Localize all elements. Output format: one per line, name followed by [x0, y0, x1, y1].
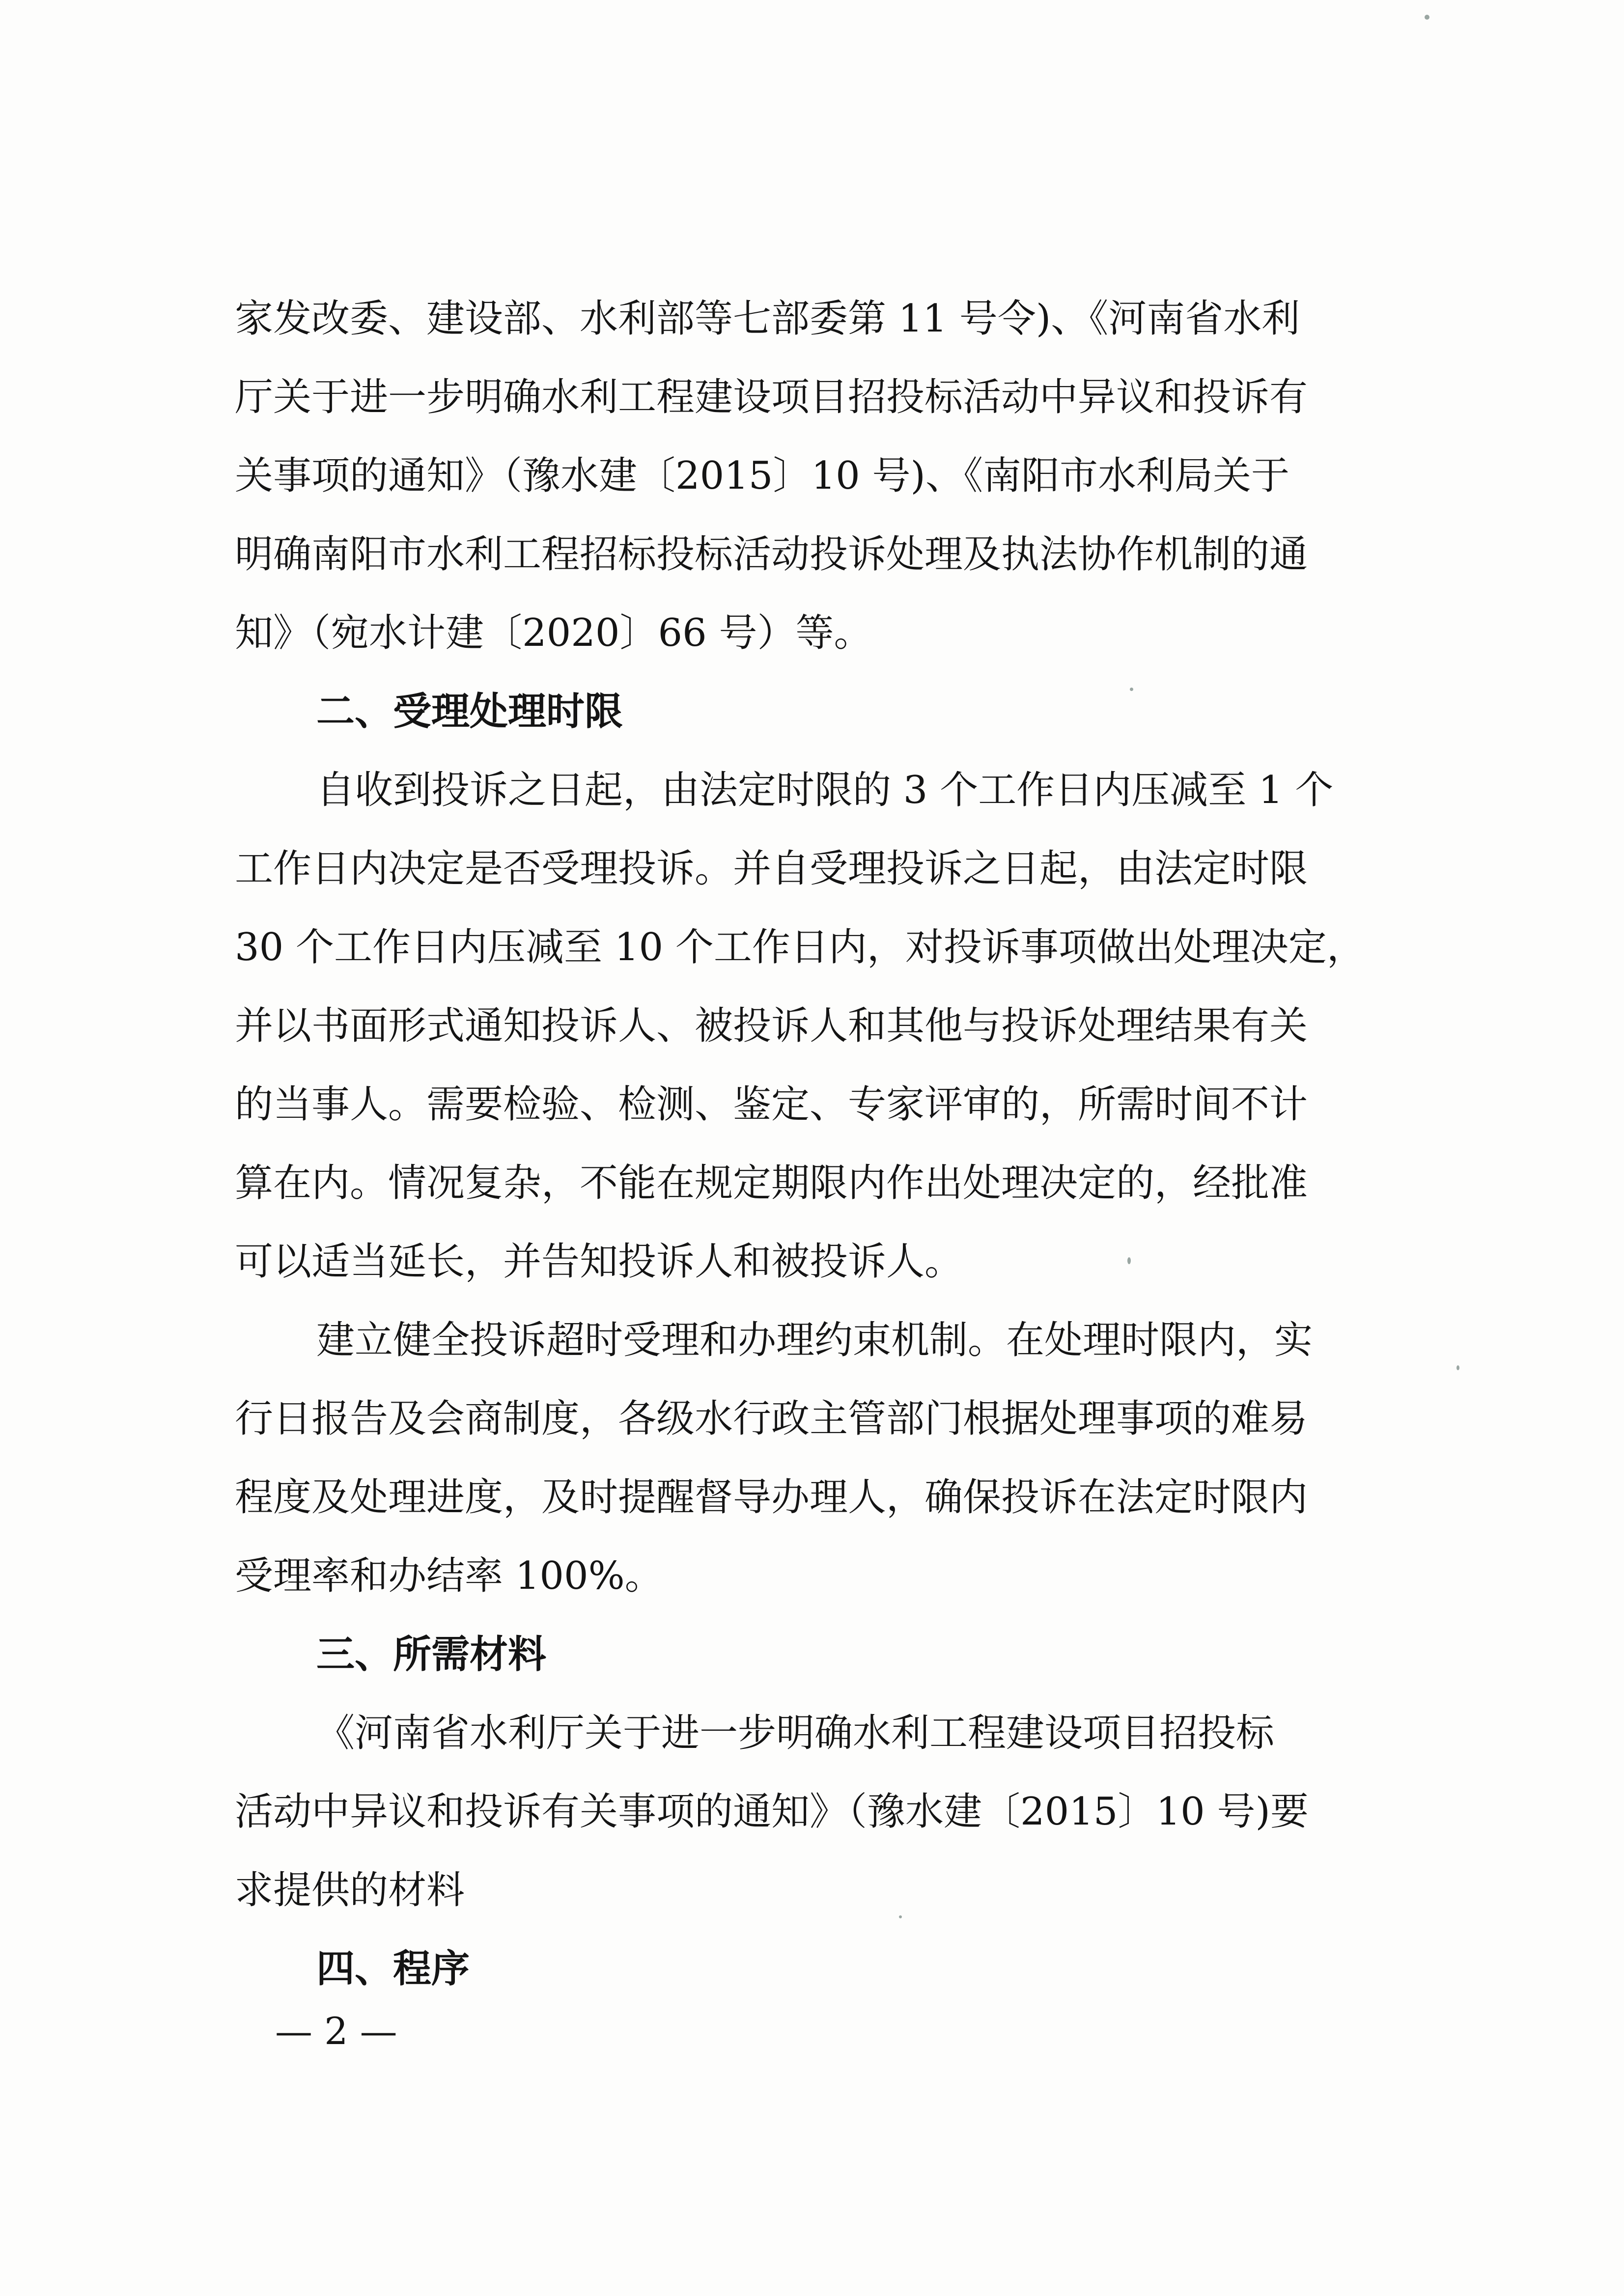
- section-heading: 二、受理处理时限: [316, 690, 623, 734]
- scan-speck: [1456, 1365, 1459, 1370]
- paragraph-line: 明确南阳市水利工程招标投标活动投诉处理及执法协作机制的通: [235, 532, 1308, 577]
- paragraph-line: 工作日内决定是否受理投诉。并自受理投诉之日起，由法定时限: [235, 847, 1308, 891]
- paragraph-line: 关事项的通知》（豫水建〔2015〕10 号)、《南阳市水利局关于: [235, 454, 1289, 498]
- section-heading: 四、程序: [316, 1947, 470, 1991]
- paragraph-line: 家发改委、建设部、水利部等七部委第 11 号令)、《河南省水利: [235, 297, 1300, 341]
- paragraph-line: 自收到投诉之日起，由法定时限的 3 个工作日内压减至 1 个: [316, 768, 1334, 812]
- paragraph-line: 行日报告及会商制度，各级水行政主管部门根据处理事项的难易: [235, 1397, 1308, 1441]
- paragraph-line: 可以适当延长，并告知投诉人和被投诉人。: [235, 1240, 963, 1284]
- paragraph-line: 知》（宛水计建〔2020〕66 号）等。: [235, 611, 872, 655]
- paragraph-line: 受理率和办结率 100%。: [235, 1554, 663, 1598]
- paragraph-line: 算在内。情况复杂，不能在规定期限内作出处理决定的，经批准: [235, 1161, 1308, 1205]
- page-number: — 2 —: [275, 2009, 397, 2053]
- paragraph-line: 的当事人。需要检验、检测、鉴定、专家评审的，所需时间不计: [235, 1082, 1308, 1127]
- paragraph-line: 求提供的材料: [235, 1868, 465, 1912]
- paragraph-line: 《河南省水利厅关于进一步明确水利工程建设项目招投标: [316, 1711, 1275, 1755]
- paragraph-line: 建立健全投诉超时受理和办理约束机制。在处理时限内，实: [316, 1318, 1313, 1362]
- scan-speck: [899, 1915, 902, 1918]
- paragraph-line: 程度及处理进度，及时提醒督导办理人，确保投诉在法定时限内: [235, 1475, 1308, 1520]
- scan-speck: [1425, 15, 1429, 20]
- paragraph-line: 活动中异议和投诉有关事项的通知》（豫水建〔2015〕10 号)要: [235, 1790, 1309, 1834]
- section-heading: 三、所需材料: [316, 1632, 547, 1677]
- paragraph-line: 并以书面形式通知投诉人、被投诉人和其他与投诉处理结果有关: [235, 1004, 1308, 1048]
- paragraph-line: 30 个工作日内压减至 10 个工作日内，对投诉事项做出处理决定，: [235, 925, 1365, 969]
- paragraph-line: 厅关于进一步明确水利工程建设项目招投标活动中异议和投诉有: [235, 375, 1308, 419]
- scan-speck: [1127, 1257, 1131, 1264]
- scan-speck: [1130, 688, 1133, 691]
